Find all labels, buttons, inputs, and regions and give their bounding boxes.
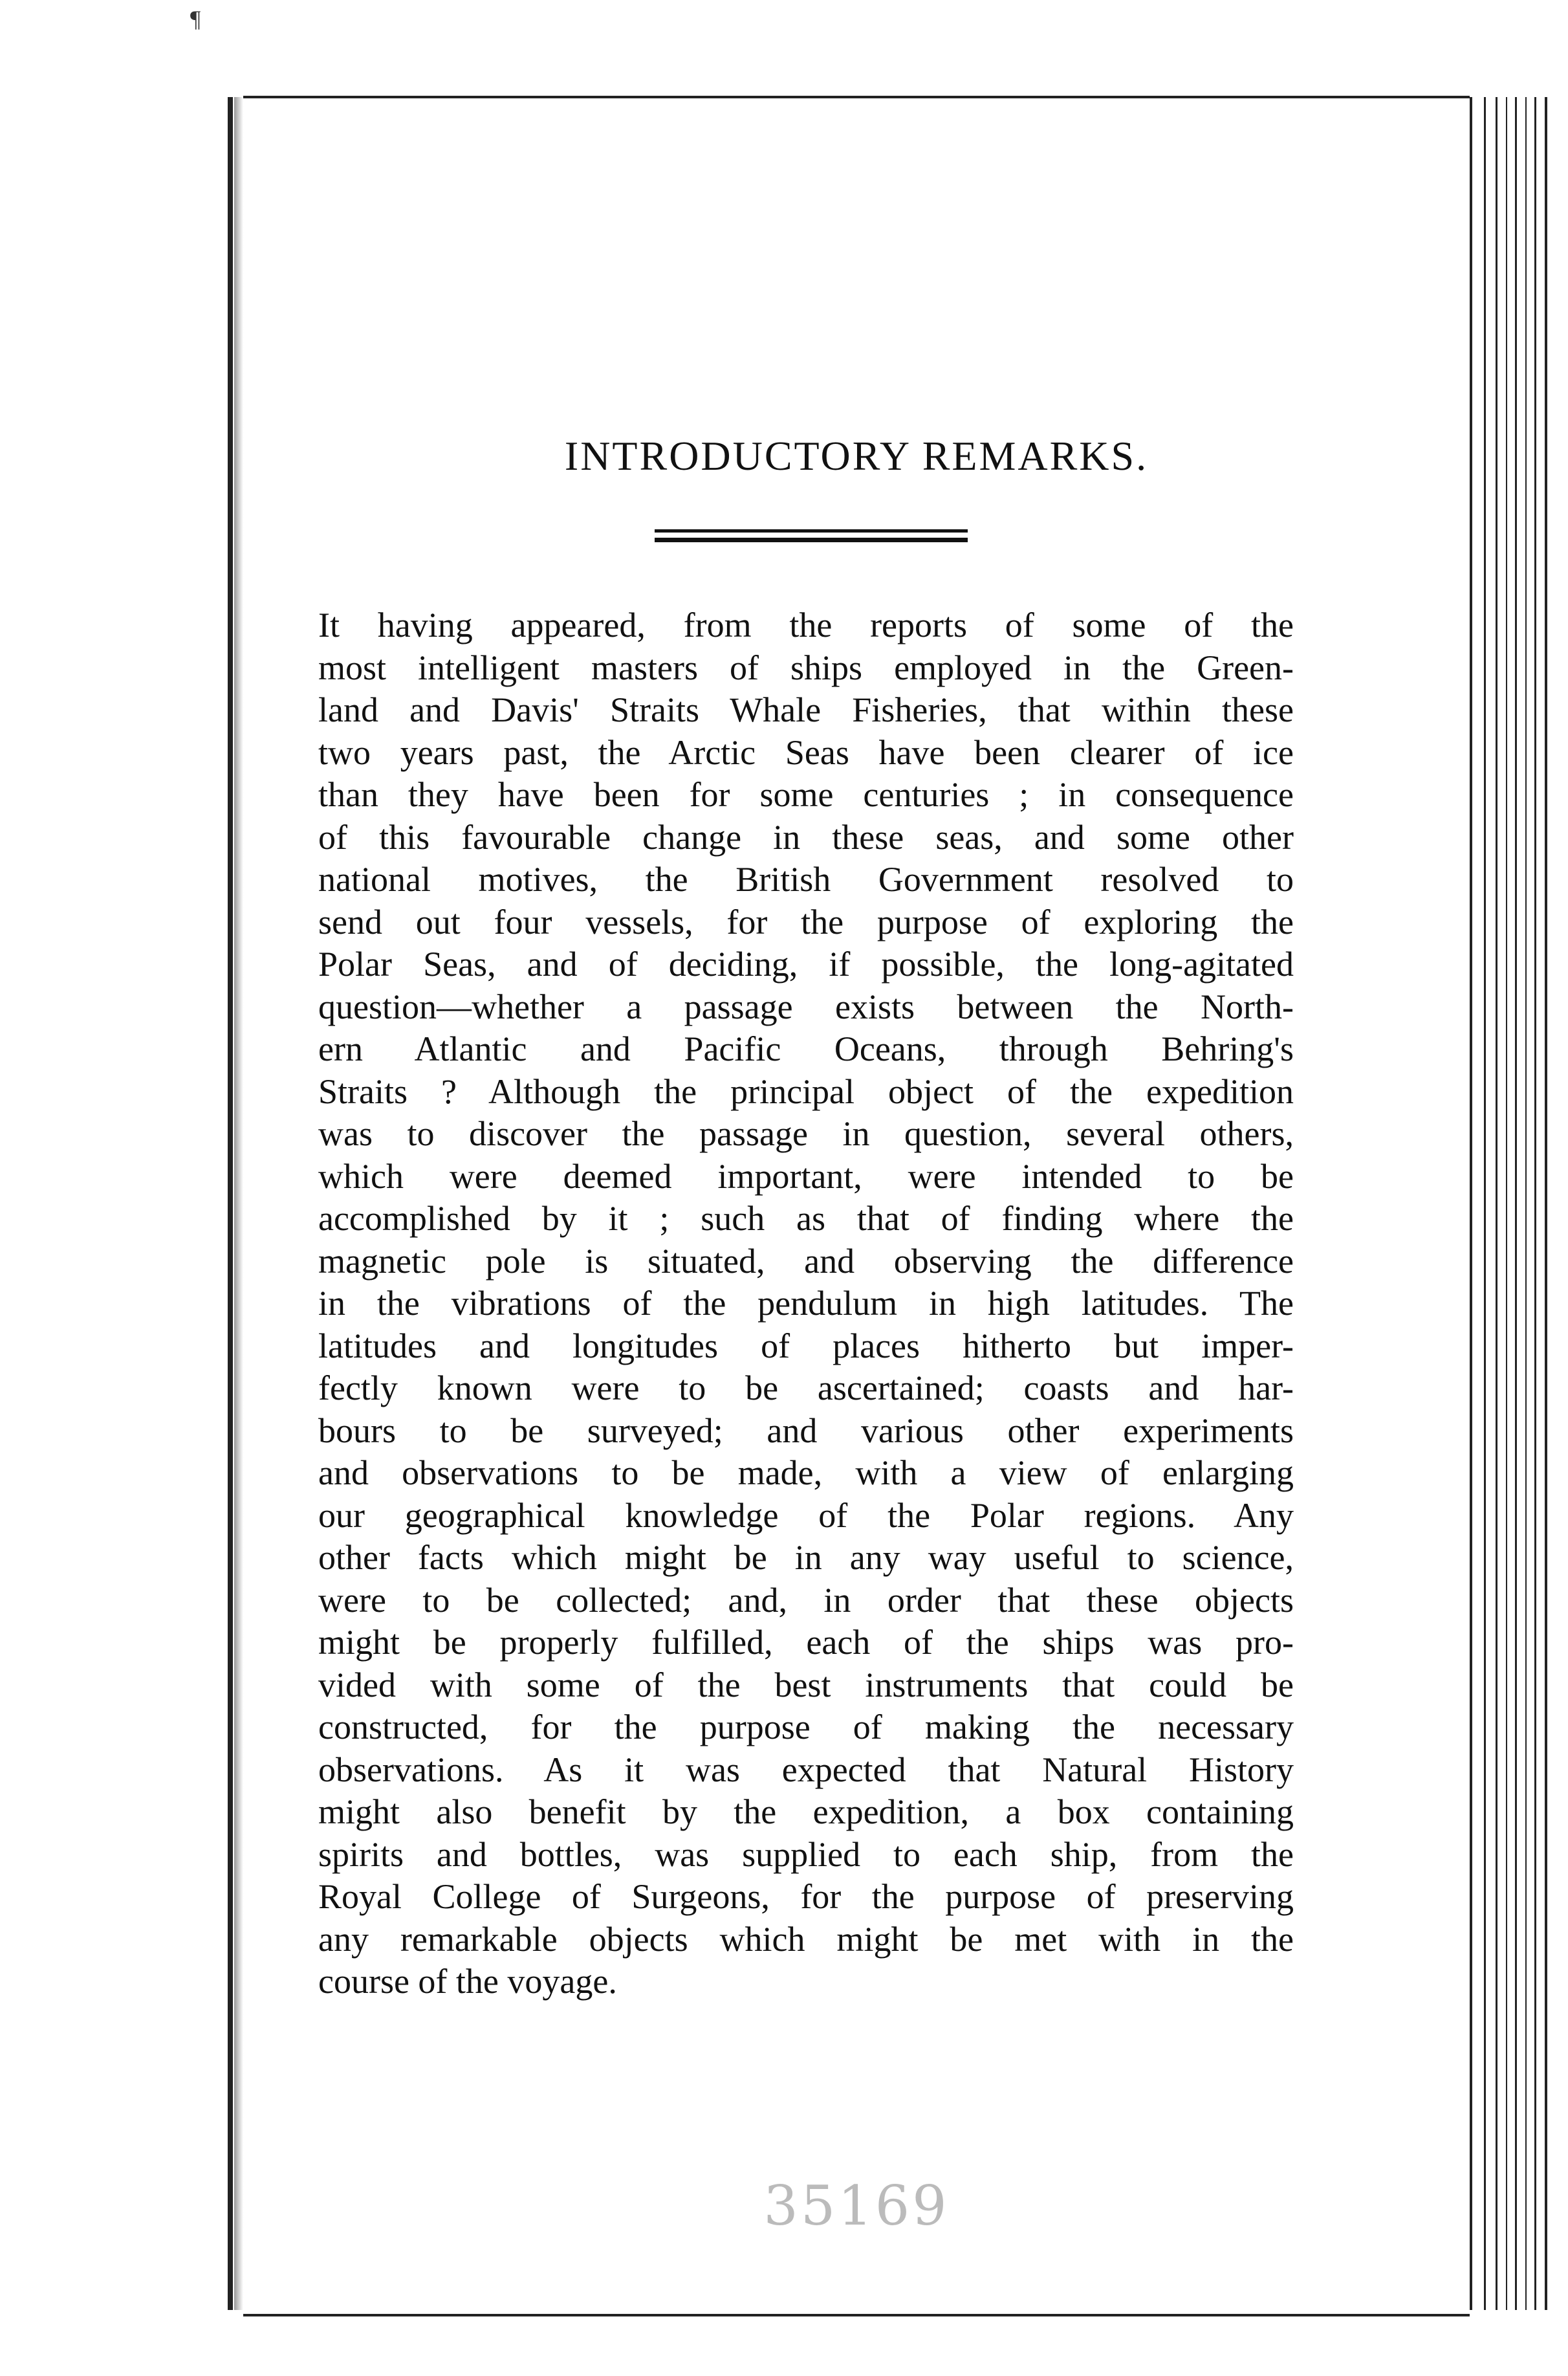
title-rule bbox=[655, 529, 968, 542]
page-edges bbox=[1470, 97, 1554, 2310]
binding-edge bbox=[228, 97, 233, 2310]
body-line: most intelligent masters of ships employed in the Green- bbox=[318, 648, 1294, 687]
body-line: in the vibrations of the pendulum in high latitudes. The bbox=[318, 1284, 1294, 1323]
body-line: which were deemed important, were intended to be bbox=[318, 1156, 1294, 1196]
body-line: might be properly fulfilled, each of the ships was pro- bbox=[318, 1623, 1294, 1662]
body-line: observations. As it was expected that Natural History bbox=[318, 1750, 1294, 1789]
body-line: any remarkable objects which might be met with in the bbox=[318, 1919, 1294, 1959]
body-line: Royal College of Surgeons, for the purpose of preserving bbox=[318, 1877, 1294, 1916]
body-line: land and Davis' Straits Whale Fisheries, that within these bbox=[318, 690, 1294, 729]
body-line: might also benefit by the expedition, a box containing bbox=[318, 1792, 1294, 1831]
body-line: magnetic pole is situated, and observing the difference bbox=[318, 1241, 1294, 1281]
body-line: and observations to be made, with a view of enlarging bbox=[318, 1453, 1294, 1492]
body-line: constructed, for the purpose of making the necessary bbox=[318, 1708, 1294, 1746]
binding-shadow bbox=[234, 97, 243, 2310]
body-line: fectly known were to be ascertained; coasts and har- bbox=[318, 1369, 1294, 1407]
body-line: Straits ? Although the principal object of the expedition bbox=[318, 1072, 1294, 1111]
scan-margin bbox=[0, 0, 228, 2376]
body-line: question—whether a passage exists between the North- bbox=[318, 987, 1294, 1026]
body-line: course of the voyage. bbox=[318, 1962, 617, 2001]
body-line: spirits and bottles, was supplied to each ship, from the bbox=[318, 1834, 1294, 1874]
body-line: vided with some of the best instruments that could be bbox=[318, 1665, 1294, 1704]
body-text bbox=[318, 604, 1294, 2003]
body-line: other facts which might be in any way useful to science, bbox=[318, 1538, 1294, 1577]
body-line: bours to be surveyed; and various other experiments bbox=[318, 1411, 1294, 1450]
body-line: latitudes and longitudes of places hitherto but imper- bbox=[318, 1326, 1294, 1365]
page-title: INTRODUCTORY REMARKS. bbox=[564, 433, 1149, 479]
body-line: was to discover the passage in question, several others, bbox=[318, 1114, 1294, 1153]
body-line: Polar Seas, and of deciding, if possible, the long-agitated bbox=[318, 945, 1294, 984]
body-line: send out four vessels, for the purpose of exploring the bbox=[318, 902, 1294, 941]
body-line: accomplished by it ; such as that of finding where the bbox=[318, 1199, 1294, 1238]
body-line: were to be collected; and, in order that these objects bbox=[318, 1580, 1294, 1620]
corner-mark: ¶ bbox=[190, 6, 201, 32]
body-line: of this favourable change in these seas, and some other bbox=[318, 817, 1294, 857]
library-stamp-number: 35169 bbox=[763, 2174, 950, 2238]
body-line: our geographical knowledge of the Polar regions. Any bbox=[318, 1495, 1294, 1535]
body-line: than they have been for some centuries ; in consequence bbox=[318, 775, 1294, 814]
body-line: two years past, the Arctic Seas have been clearer of ice bbox=[318, 732, 1294, 772]
body-line: It having appeared, from the reports of some of the bbox=[318, 606, 1294, 644]
body-line: ern Atlantic and Pacific Oceans, through Behring's bbox=[318, 1029, 1294, 1068]
body-line: national motives, the British Government resolved to bbox=[318, 860, 1294, 899]
